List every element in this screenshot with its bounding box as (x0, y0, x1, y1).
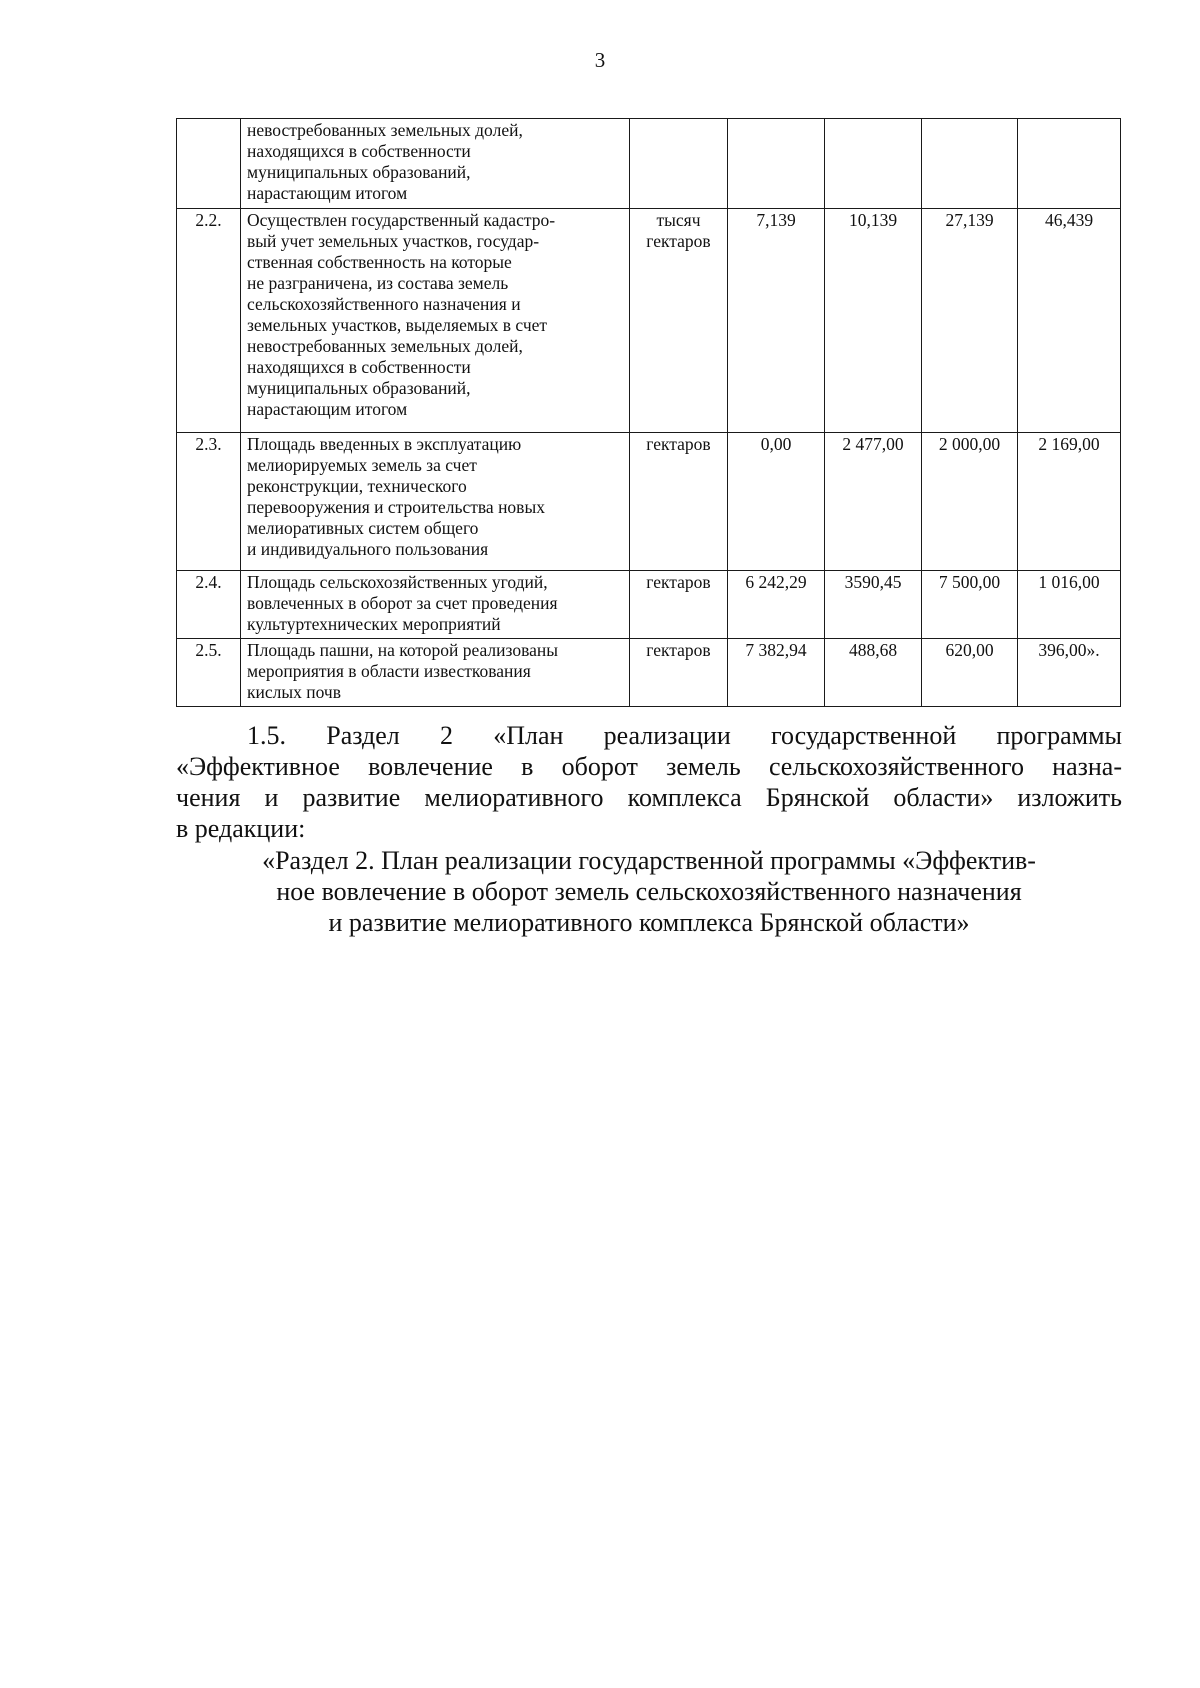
row-number-cell: 2.5. (177, 639, 241, 707)
value-cell: 7,139 (728, 209, 825, 433)
indicators-table (176, 118, 1121, 707)
heading-line: «Раздел 2. План реализации государственной программы «Эффектив- (262, 846, 1036, 875)
value-cell: 27,139 (922, 209, 1018, 433)
unit-cell: тысяч гектаров (630, 209, 728, 433)
table-row (177, 639, 1121, 707)
heading-line: ное вовлечение в оборот земель сельскохозяйственного назначения (276, 877, 1022, 906)
paragraph-line: в редакции: (176, 814, 306, 843)
row-number-cell: 2.2. (177, 209, 241, 433)
indicator-name-cell: Осуществлен государственный кадастро- вый учет земельных участков, государ- ственная собственность на которые не разграничена, из состава земель сельскохозяйственного назначения и земельных участков, выделяемых в счет невостребованных земельных долей, находящихся в собственности муниципальных образований, нарастающим итогом (241, 209, 630, 433)
unit-cell: гектаров (630, 571, 728, 639)
indicator-name-cell: Площадь введенных в эксплуатацию мелиорируемых земель за счет реконструкции, технического перевооружения и строительства новых мелиоративных систем общего и индивидуального пользования (241, 433, 630, 571)
table-row (177, 571, 1121, 639)
value-cell: 488,68 (825, 639, 922, 707)
table-row (177, 433, 1121, 571)
indicator-name-cell: Площадь сельскохозяйственных угодий, вовлеченных в оборот за счет проведения культуртехнических мероприятий (241, 571, 630, 639)
paragraph-line: чения и развитие мелиоративного комплекса Брянской области» изложить (176, 783, 1122, 812)
paragraph-line: «Эффективное вовлечение в оборот земель сельскохозяйственного назна- (176, 752, 1122, 781)
value-cell: 0,00 (728, 433, 825, 571)
value-cell: 7 500,00 (922, 571, 1018, 639)
row-number-cell: 2.4. (177, 571, 241, 639)
heading-line: и развитие мелиоративного комплекса Брянской области» (328, 908, 970, 937)
table-row (177, 119, 1121, 209)
page-number: 3 (594, 48, 606, 72)
value-cell (1018, 119, 1121, 209)
row-number-cell: 2.3. (177, 433, 241, 571)
amendment-paragraph (176, 720, 1122, 844)
value-cell: 10,139 (825, 209, 922, 433)
value-cell (825, 119, 922, 209)
value-cell: 3590,45 (825, 571, 922, 639)
value-cell: 2 169,00 (1018, 433, 1121, 571)
value-cell: 6 242,29 (728, 571, 825, 639)
value-cell: 620,00 (922, 639, 1018, 707)
unit-cell: гектаров (630, 433, 728, 571)
unit-cell: гектаров (630, 639, 728, 707)
indicator-name-cell: невостребованных земельных долей, находящихся в собственности муниципальных образований, нарастающим итогом (241, 119, 630, 209)
indicator-name-cell: Площадь пашни, на которой реализованы мероприятия в области известкования кислых почв (241, 639, 630, 707)
value-cell: 2 000,00 (922, 433, 1018, 571)
value-cell (922, 119, 1018, 209)
value-cell: 2 477,00 (825, 433, 922, 571)
table-row (177, 209, 1121, 433)
row-number-cell (177, 119, 241, 209)
paragraph-line: 1.5. Раздел 2 «План реализации государственной программы (247, 721, 1122, 750)
section-heading-quote (176, 845, 1122, 938)
value-cell (728, 119, 825, 209)
value-cell: 396,00». (1018, 639, 1121, 707)
value-cell: 1 016,00 (1018, 571, 1121, 639)
value-cell: 46,439 (1018, 209, 1121, 433)
value-cell: 7 382,94 (728, 639, 825, 707)
unit-cell (630, 119, 728, 209)
